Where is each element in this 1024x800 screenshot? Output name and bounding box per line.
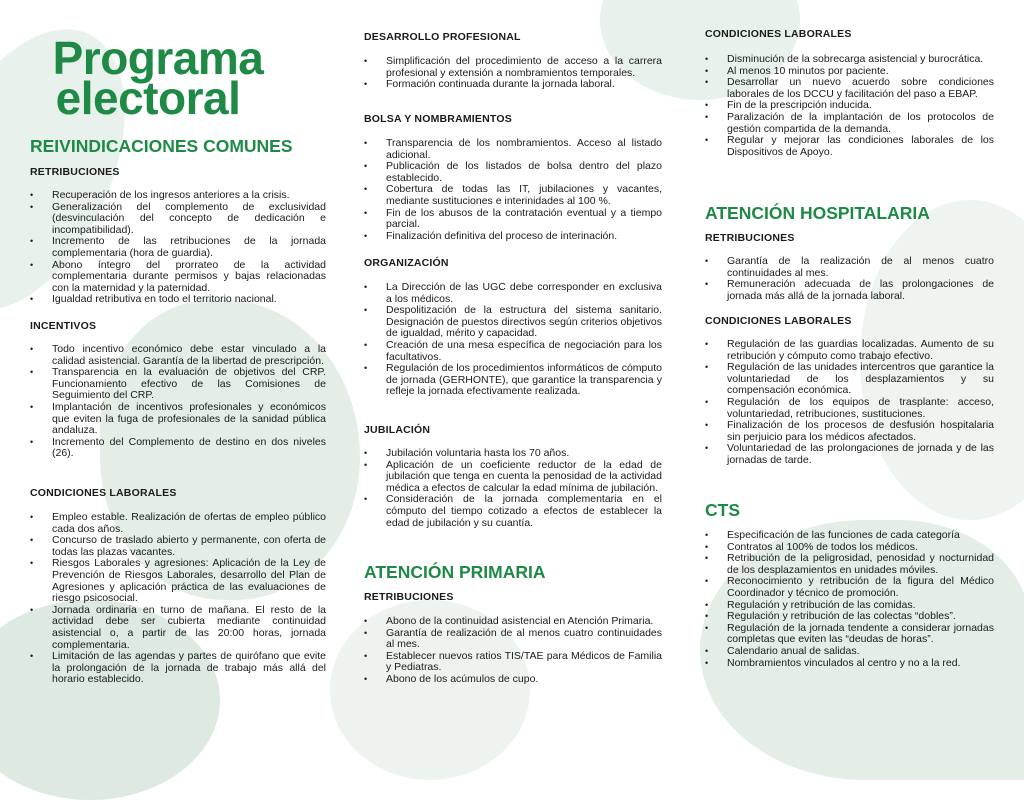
list-item: • Transparencia de los nombramientos. Acceso al listado adicional. (364, 138, 662, 161)
list-item: • Voluntariedad de las prolongaciones de jornada y de las jornadas de tarde. (705, 443, 994, 466)
heading-primaria-retribuciones: RETRIBUCIONES (364, 591, 454, 603)
list-jubilacion (364, 448, 662, 529)
list-item: • Implantación de incentivos profesionales y económicos que eviten la fuga de profesionales de la sanidad pública andaluza. (30, 402, 326, 437)
list-item: • Simplificación del procedimiento de acceso a la carrera profesional y extensión a nombramientos temporales. (364, 56, 662, 79)
list-organizacion (364, 282, 662, 398)
list-item: • Formación continuada durante la jornada laboral. (364, 79, 662, 91)
list-item: • Finalización definitiva del proceso de interinación. (364, 231, 662, 243)
list-item: • Regulación y retribución de las colectas “dobles”. (705, 611, 994, 623)
list-item: • Establecer nuevos ratios TIS/TAE para Médicos de Familia y Pediatras. (364, 651, 662, 674)
list-item: • Abono de los acúmulos de cupo. (364, 674, 662, 686)
list-item: • Jubilación voluntaria hasta los 70 años. (364, 448, 662, 460)
list-item: • Aplicación de un coeficiente reductor de la edad de jubilación que tenga en cuenta la penosidad de la actividad médica a efectos de calcular la edad mínima de jubilación. (364, 460, 662, 495)
list-item: • La Dirección de las UGC debe corresponder en exclusiva a los médicos. (364, 282, 662, 305)
list-item: • Regulación de la jornada tendente a considerar jornadas completas que eviten las “deudas de horas”. (705, 623, 994, 646)
list-item: • Empleo estable. Realización de ofertas de empleo público cada dos años. (30, 512, 326, 535)
list-item: • Fin de los abusos de la contratación eventual y a tiempo parcial. (364, 208, 662, 231)
section-reivindicaciones: REIVINDICACIONES COMUNES (30, 136, 293, 156)
list-item: • Despolitización de la estructura del sistema sanitario. Designación de puestos directivos según criterios objetivos de igualdad, mérito y capacidad. (364, 305, 662, 340)
list-item: • Incremento del Complemento de destino en dos niveles (26). (30, 437, 326, 460)
list-item: • Igualdad retributiva en todo el territorio nacional. (30, 294, 326, 306)
list-cts (705, 530, 994, 669)
page-title (30, 32, 326, 124)
list-primaria-retribuciones (364, 616, 662, 686)
heading-hosp-condiciones: CONDICIONES LABORALES (705, 315, 852, 327)
heading-hosp-retribuciones: RETRIBUCIONES (705, 232, 795, 244)
list-retribuciones (30, 190, 326, 306)
list-condiciones-laborales (30, 512, 326, 686)
list-item: • Regulación de los procedimientos informáticos de cómputo de jornada (GERHONTE), que garantice la transparencia y refleje la jornada efectivamente realizada. (364, 363, 662, 398)
heading-condiciones-primaria: CONDICIONES LABORALES (705, 28, 852, 40)
list-item: • Consideración de la jornada complementaria en el cómputo del tiempo cotizado a efectos de establecer la edad de jubilación y su cuantía. (364, 494, 662, 529)
list-item: • Abono íntegro del prorrateo de la actividad complementaria durante permisos y bajas relacionadas con la maternidad y la paternidad. (30, 260, 326, 295)
list-condiciones-primaria (705, 54, 994, 158)
list-item: • Riesgos Laborales y agresiones: Aplicación de la Ley de Prevención de Riesgos Laborales, desarrollo del Plan de Agresiones y aplicación práctica de las evaluaciones de riesgo psicosocial. (30, 558, 326, 604)
heading-bolsa: BOLSA Y NOMBRAMIENTOS (364, 113, 512, 125)
list-item: • Al menos 10 minutos por paciente. (705, 66, 994, 78)
list-item: • Regulación y retribución de las comidas. (705, 600, 994, 612)
list-item: • Nombramientos vinculados al centro y no a la red. (705, 658, 994, 670)
list-item: • Regular y mejorar las condiciones laborales de los Dispositivos de Apoyo. (705, 135, 994, 158)
list-hosp-condiciones (705, 339, 994, 467)
list-item: • Concurso de traslado abierto y permanente, con oferta de todas las plazas vacantes. (30, 535, 326, 558)
list-item: • Regulación de las guardias localizadas. Aumento de su retribución y cómputo como trabajo efectivo. (705, 339, 994, 362)
list-item: • Reconocimiento y retribución de la figura del Médico Coordinador y técnico de promoción. (705, 576, 994, 599)
list-item: • Jornada ordinaria en turno de mañana. El resto de la actividad debe ser cubierta mediante continuidad asistencial o, a partir de las 20:00 horas, jornada complementaria. (30, 605, 326, 651)
list-item: • Publicación de los listados de bolsa dentro del plazo establecido. (364, 161, 662, 184)
list-incentivos (30, 344, 326, 460)
list-item: • Especificación de las funciones de cada categoría (705, 530, 994, 542)
list-item: • Disminución de la sobrecarga asistencial y burocrática. (705, 54, 994, 66)
heading-condiciones-laborales: CONDICIONES LABORALES (30, 487, 177, 499)
list-desarrollo-profesional (364, 56, 662, 91)
list-item: • Creación de una mesa específica de negociación para los facultativos. (364, 340, 662, 363)
list-item: • Transparencia en la evaluación de objetivos del CRP. Funcionamiento efectivo de las Comisiones de Seguimiento del CRP. (30, 367, 326, 402)
heading-incentivos: INCENTIVOS (30, 320, 97, 332)
section-cts: CTS (705, 500, 740, 520)
heading-retribuciones: RETRIBUCIONES (30, 166, 120, 178)
list-item: • Garantía de la realización de al menos cuatro continuidades al mes. (705, 256, 994, 279)
list-item: • Regulación de los equipos de trasplante: acceso, voluntariedad, retribuciones, sustituciones. (705, 397, 994, 420)
list-item: • Limitación de las agendas y partes de quirófano que evite la prolongación de la jornada de trabajo más allá del horario establecido. (30, 651, 326, 686)
title-line-1: Programa (52, 32, 264, 84)
list-item: • Garantía de realización de al menos cuatro continuidades al mes. (364, 628, 662, 651)
list-item: • Contratos al 100% de todos los médicos. (705, 542, 994, 554)
list-bolsa (364, 138, 662, 242)
list-item: • Retribución de la peligrosidad, penosidad y nocturnidad de los desplazamientos en unidades móviles. (705, 553, 994, 576)
list-item: • Recuperación de los ingresos anteriores a la crisis. (30, 190, 326, 202)
list-item: • Desarrollar un nuevo acuerdo sobre condiciones laborales de los DCCU y facilitación del paso a EBAP. (705, 77, 994, 100)
title-line-2: electoral (55, 72, 241, 124)
list-hosp-retribuciones (705, 256, 994, 302)
list-item: • Remuneración adecuada de las prolongaciones de jornada más allá de la jornada laboral. (705, 279, 994, 302)
heading-jubilacion: JUBILACIÓN (364, 424, 431, 436)
heading-organizacion: ORGANIZACIÓN (364, 257, 449, 269)
section-atencion-primaria: ATENCIÓN PRIMARIA (364, 562, 546, 582)
list-item: • Abono de la continuidad asistencial en Atención Primaria. (364, 616, 662, 628)
list-item: • Todo incentivo económico debe estar vinculado a la calidad asistencial. Garantía de la libertad de prescripción. (30, 344, 326, 367)
list-item: • Regulación de las unidades intercentros que garantice la voluntariedad de los desplazamientos y su compensación económica. (705, 362, 994, 397)
list-item: • Fin de la prescripción inducida. (705, 100, 994, 112)
list-item: • Calendario anual de salidas. (705, 646, 994, 658)
list-item: • Paralización de la implantación de los protocolos de gestión compartida de la demanda. (705, 112, 994, 135)
section-atencion-hospitalaria: ATENCIÓN HOSPITALARIA (705, 203, 930, 223)
list-item: • Generalización del complemento de exclusividad (desvinculación del concepto de dedicación e incompatibilidad). (30, 202, 326, 237)
list-item: • Cobertura de todas las IT, jubilaciones y vacantes, mediante sustituciones e interinidades al 100 %. (364, 184, 662, 207)
list-item: • Finalización de los procesos de desfusión hospitalaria sin perjuicio para los médicos afectados. (705, 420, 994, 443)
list-item: • Incremento de las retribuciones de la jornada complementaria (hora de guardia). (30, 236, 326, 259)
heading-desarrollo-profesional: DESARROLLO PROFESIONAL (364, 31, 521, 43)
